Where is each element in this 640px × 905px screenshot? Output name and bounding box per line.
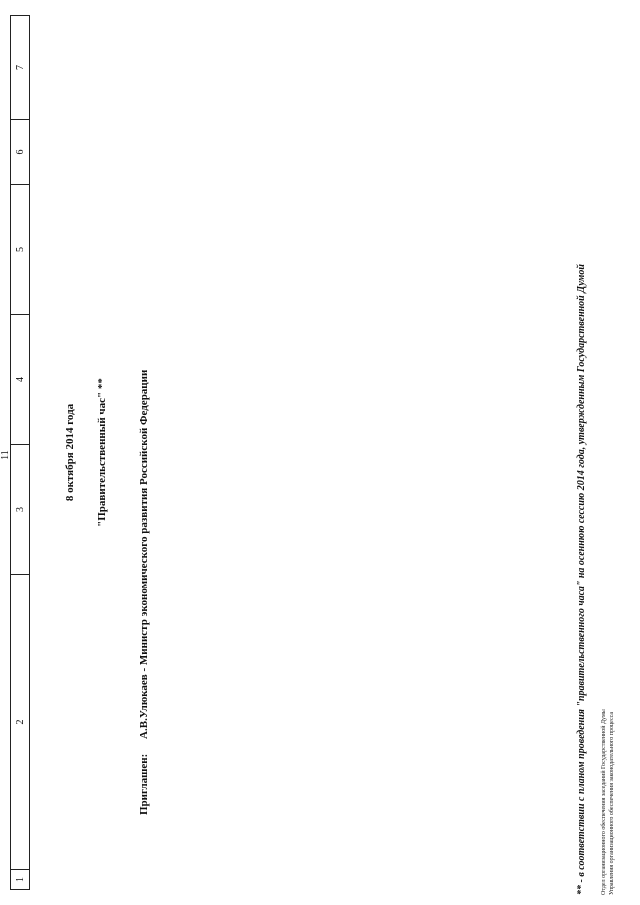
column-number-cell: 1 <box>11 869 29 889</box>
session-title: "Правительственный час" ** <box>96 378 108 527</box>
column-number-cell: 2 <box>11 574 29 869</box>
column-number-cell: 3 <box>11 444 29 574</box>
column-number-cell: 6 <box>11 119 29 184</box>
department-line-2: Управления организационного обеспечения законодательного процесса <box>609 711 615 895</box>
session-date: 8 октября 2014 года <box>64 403 76 502</box>
invited-label: Приглашен: <box>138 753 150 815</box>
department-line-1: Отдел организационного обеспечения заседаний Государственной Думы <box>601 709 607 895</box>
column-number-cell: 5 <box>11 184 29 314</box>
column-number-row <box>10 15 30 890</box>
footnote: ** - в соответствии с планом проведения "правительственного часа" на осеннюю сессию 2014 года, утвержденным Государственной Думой <box>576 264 587 895</box>
page-number: 11 <box>0 450 11 460</box>
invited-person: А.В.Улюкаев - Министр экономического развития Российской Федерации <box>138 369 150 739</box>
invited-line <box>138 370 150 815</box>
column-number-cell: 4 <box>11 314 29 444</box>
column-number-cell: 7 <box>14 65 26 70</box>
